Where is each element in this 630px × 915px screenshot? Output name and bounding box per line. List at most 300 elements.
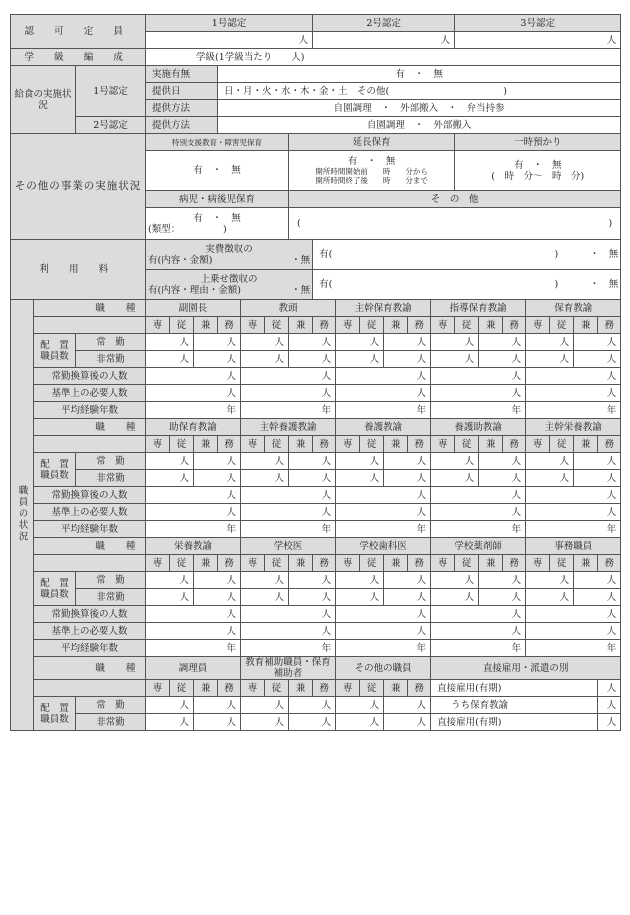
joukin-ken-value[interactable]: 人 bbox=[384, 334, 431, 351]
fees-row1-title: 実費徴収の bbox=[205, 243, 253, 255]
hijoukin-sen-value[interactable]: 人 bbox=[336, 589, 384, 606]
hitsuyo-value[interactable]: 人 bbox=[336, 385, 431, 402]
fees-row1-left bbox=[146, 240, 313, 270]
shokuin-text: 職員数 bbox=[40, 713, 69, 725]
sub-header-ju: 従 bbox=[170, 680, 194, 697]
staff-section bbox=[11, 300, 621, 731]
sub-header-mu: 務 bbox=[598, 436, 621, 453]
keiken-value[interactable]: 年 bbox=[146, 402, 241, 419]
meal-r4-value[interactable]: 自園調理 ・ 外部搬入 bbox=[218, 117, 621, 134]
hitsuyo-value[interactable]: 人 bbox=[241, 623, 336, 640]
meal-r3-value[interactable]: 自園調理 ・ 外部搬入 ・ 弁当持参 bbox=[218, 100, 621, 117]
sub-header-ju: 従 bbox=[455, 436, 479, 453]
sub-header-mu: 務 bbox=[313, 680, 336, 697]
sub-header-mu: 務 bbox=[408, 555, 431, 572]
joukin-sen-value[interactable]: 人 bbox=[146, 697, 194, 714]
hijoukin-ken-value[interactable]: 人 bbox=[479, 351, 526, 368]
keiken-value[interactable]: 年 bbox=[336, 640, 431, 657]
haichi-text: 配 置 bbox=[40, 702, 69, 714]
capacity-label: 認 可 定 員 bbox=[11, 15, 146, 49]
sub-header-mu: 務 bbox=[313, 436, 336, 453]
kansan-value[interactable]: 人 bbox=[431, 368, 526, 385]
sub-header-blank bbox=[34, 555, 146, 572]
job-title: 主幹栄養教諭 bbox=[526, 419, 621, 436]
kansan-value[interactable]: 人 bbox=[146, 606, 241, 623]
kansan-label: 常勤換算後の人数 bbox=[34, 487, 146, 504]
capacity-col1-header: 1号認定 bbox=[146, 15, 313, 32]
job-title: 学校医 bbox=[241, 538, 336, 555]
joukin-ken-value[interactable]: 人 bbox=[384, 697, 431, 714]
sub-header-mu: 務 bbox=[408, 317, 431, 334]
shokuin-text: 職員数 bbox=[40, 588, 69, 600]
fees-row2-close: ) bbox=[554, 279, 559, 290]
sub-header-ken: 兼 bbox=[384, 555, 408, 572]
hijoukin-sen-value[interactable]: 人 bbox=[146, 470, 194, 487]
capacity-col2-value[interactable]: 人 bbox=[313, 32, 455, 49]
joukin-label: 常 勤 bbox=[76, 697, 146, 714]
hijoukin-sen-value[interactable]: 人 bbox=[336, 351, 384, 368]
hitsuyo-value[interactable]: 人 bbox=[336, 504, 431, 521]
kansan-label: 常勤換算後の人数 bbox=[34, 606, 146, 623]
job-title: 養護教諭 bbox=[336, 419, 431, 436]
hijoukin-ken-value[interactable]: 人 bbox=[289, 589, 336, 606]
joukin-ken-value[interactable]: 人 bbox=[574, 334, 621, 351]
kansan-value[interactable]: 人 bbox=[431, 487, 526, 504]
job-title: 助保育教諭 bbox=[146, 419, 241, 436]
fees-label: 利 用 料 bbox=[11, 240, 146, 300]
keiken-label: 平均経験年数 bbox=[34, 402, 146, 419]
keiken-value[interactable]: 年 bbox=[431, 402, 526, 419]
haichi-label bbox=[34, 334, 76, 368]
hitsuyo-value[interactable]: 人 bbox=[241, 385, 336, 402]
joukin-ken-value[interactable]: 人 bbox=[384, 572, 431, 589]
direct-2-label: うち保育教諭 bbox=[431, 697, 598, 714]
hijoukin-sen-value[interactable]: 人 bbox=[526, 589, 574, 606]
keiken-value[interactable]: 年 bbox=[431, 640, 526, 657]
direct-1-label: 直接雇用(有期) bbox=[431, 680, 598, 697]
meal-group-1: 1号認定 bbox=[76, 66, 146, 117]
kansan-value[interactable]: 人 bbox=[241, 606, 336, 623]
sub-header-blank bbox=[34, 317, 146, 334]
hijoukin-sen-value[interactable]: 人 bbox=[431, 470, 479, 487]
kansan-value[interactable]: 人 bbox=[431, 606, 526, 623]
fees-row1-close: ) bbox=[554, 249, 559, 260]
staff-label bbox=[11, 300, 34, 731]
keiken-value[interactable]: 年 bbox=[241, 402, 336, 419]
hitsuyo-label: 基準上の必要人数 bbox=[34, 504, 146, 521]
sub-header-sen: 専 bbox=[526, 436, 550, 453]
hitsuyo-value[interactable]: 人 bbox=[431, 504, 526, 521]
sub-header-blank bbox=[34, 436, 146, 453]
other-h1: 特別支援教育・障害児保育 bbox=[146, 134, 289, 151]
sub-header-ju: 従 bbox=[360, 317, 384, 334]
sub-header-ju: 従 bbox=[360, 680, 384, 697]
joukin-ken-value[interactable]: 人 bbox=[479, 453, 526, 470]
joukin-sen-value[interactable]: 人 bbox=[431, 334, 479, 351]
sub-header-ju: 従 bbox=[265, 436, 289, 453]
job-title: その他の職員 bbox=[336, 657, 431, 680]
kansan-value[interactable]: 人 bbox=[336, 368, 431, 385]
hijoukin-ken-value[interactable]: 人 bbox=[479, 470, 526, 487]
fees-row1-sub: 有(内容・金額) bbox=[148, 254, 213, 266]
job-label: 職 種 bbox=[34, 657, 146, 680]
kansan-value[interactable]: 人 bbox=[336, 487, 431, 504]
hitsuyo-value[interactable]: 人 bbox=[241, 504, 336, 521]
sub-header-ju: 従 bbox=[265, 680, 289, 697]
staffing-form bbox=[10, 14, 620, 731]
fees-row1-none: ・無 bbox=[291, 254, 311, 266]
other-h5: そ の 他 bbox=[289, 191, 621, 208]
meal-r4-label: 提供方法 bbox=[146, 117, 218, 134]
haichi-label bbox=[34, 697, 76, 731]
other-v5[interactable] bbox=[289, 208, 621, 240]
hijoukin-sen-value[interactable]: 人 bbox=[241, 589, 289, 606]
job-title: 教頭 bbox=[241, 300, 336, 317]
fees-row2-open: 有( bbox=[319, 279, 333, 290]
fees-row2-none: ・無 bbox=[291, 284, 311, 296]
haichi-label bbox=[34, 572, 76, 606]
keiken-value[interactable]: 年 bbox=[241, 640, 336, 657]
sub-header-sen: 専 bbox=[146, 436, 170, 453]
fees-row2-sub: 有(内容・理由・金額) bbox=[148, 284, 241, 296]
other-v5-close: ) bbox=[608, 218, 613, 229]
joukin-ken-value[interactable]: 人 bbox=[194, 453, 241, 470]
sub-header-mu: 務 bbox=[218, 436, 241, 453]
fees-row2-title: 上乗せ徴収の bbox=[200, 273, 258, 285]
kansan-value[interactable]: 人 bbox=[146, 487, 241, 504]
joukin-sen-value[interactable]: 人 bbox=[336, 572, 384, 589]
haichi-text: 配 置 bbox=[40, 339, 69, 351]
hijoukin-sen-value[interactable]: 人 bbox=[431, 589, 479, 606]
hijoukin-ken-value[interactable]: 人 bbox=[479, 589, 526, 606]
direct-1-value[interactable]: 人 bbox=[598, 680, 621, 697]
keiken-value[interactable]: 年 bbox=[336, 521, 431, 538]
direct-title: 直接雇用・派遣の別 bbox=[431, 657, 621, 680]
hijoukin-sen-value[interactable]: 人 bbox=[241, 470, 289, 487]
hijoukin-ken-value[interactable]: 人 bbox=[194, 470, 241, 487]
shokuin-text: 職員数 bbox=[40, 469, 69, 481]
meal-r2-value[interactable]: 日・月・火・水・木・金・土 その他( ) bbox=[218, 83, 621, 100]
sub-header-ken: 兼 bbox=[384, 317, 408, 334]
joukin-ken-value[interactable]: 人 bbox=[289, 453, 336, 470]
job-title: 事務職員 bbox=[526, 538, 621, 555]
joukin-sen-value[interactable]: 人 bbox=[431, 572, 479, 589]
kansan-value[interactable]: 人 bbox=[146, 368, 241, 385]
job-title: 主幹保育教諭 bbox=[336, 300, 431, 317]
kansan-value[interactable]: 人 bbox=[526, 368, 621, 385]
class-value[interactable]: 学級(1学級当たり 人) bbox=[146, 49, 621, 66]
hitsuyo-value[interactable]: 人 bbox=[526, 623, 621, 640]
joukin-label: 常 勤 bbox=[76, 334, 146, 351]
fees-row2-right[interactable] bbox=[313, 270, 621, 300]
sub-header-mu: 務 bbox=[598, 317, 621, 334]
job-label: 職 種 bbox=[34, 300, 146, 317]
kansan-value[interactable]: 人 bbox=[336, 606, 431, 623]
sub-header-ju: 従 bbox=[360, 436, 384, 453]
shokuin-text: 職員数 bbox=[40, 350, 69, 362]
hijoukin-sen-value[interactable]: 人 bbox=[336, 470, 384, 487]
joukin-sen-value[interactable]: 人 bbox=[146, 453, 194, 470]
other-v1[interactable]: 有 ・ 無 bbox=[146, 151, 289, 191]
job-title: 保育教諭 bbox=[526, 300, 621, 317]
other-v4[interactable] bbox=[146, 208, 289, 240]
sub-header-ken: 兼 bbox=[289, 555, 313, 572]
sub-header-ju: 従 bbox=[265, 317, 289, 334]
hitsuyo-value[interactable]: 人 bbox=[336, 623, 431, 640]
joukin-ken-value[interactable]: 人 bbox=[194, 572, 241, 589]
sub-header-mu: 務 bbox=[598, 555, 621, 572]
fees-row1-open: 有( bbox=[319, 249, 333, 260]
job-title: 学校歯科医 bbox=[336, 538, 431, 555]
job-title: 副園長 bbox=[146, 300, 241, 317]
capacity-col1-value[interactable]: 人 bbox=[146, 32, 313, 49]
sub-header-sen: 専 bbox=[336, 555, 360, 572]
sub-header-mu: 務 bbox=[503, 436, 526, 453]
direct-3-label: 直接雇用(有期) bbox=[431, 714, 598, 731]
hijoukin-ken-value[interactable]: 人 bbox=[194, 351, 241, 368]
joukin-sen-value[interactable]: 人 bbox=[431, 453, 479, 470]
hijoukin-sen-value[interactable]: 人 bbox=[146, 714, 194, 731]
sub-header-ken: 兼 bbox=[384, 436, 408, 453]
hijoukin-ken-value[interactable]: 人 bbox=[384, 470, 431, 487]
sub-header-mu: 務 bbox=[218, 317, 241, 334]
keiken-value[interactable]: 年 bbox=[336, 402, 431, 419]
keiken-value[interactable]: 年 bbox=[241, 521, 336, 538]
hijoukin-sen-value[interactable]: 人 bbox=[431, 351, 479, 368]
joukin-sen-value[interactable]: 人 bbox=[526, 334, 574, 351]
other-v2-line2: 開所時間終了後 時 分まで bbox=[315, 176, 428, 185]
sub-header-mu: 務 bbox=[218, 555, 241, 572]
sub-header-ken: 兼 bbox=[194, 436, 218, 453]
job-title: 養護助教諭 bbox=[431, 419, 526, 436]
sub-header-sen: 専 bbox=[146, 317, 170, 334]
hitsuyo-value[interactable]: 人 bbox=[146, 385, 241, 402]
sub-header-mu: 務 bbox=[503, 317, 526, 334]
hitsuyo-label: 基準上の必要人数 bbox=[34, 623, 146, 640]
sub-header-sen: 専 bbox=[336, 680, 360, 697]
kansan-value[interactable]: 人 bbox=[241, 487, 336, 504]
hijoukin-ken-value[interactable]: 人 bbox=[289, 351, 336, 368]
keiken-value[interactable]: 年 bbox=[526, 640, 621, 657]
fees-row1-right[interactable] bbox=[313, 240, 621, 270]
hijoukin-ken-value[interactable]: 人 bbox=[384, 714, 431, 731]
direct-2-value[interactable]: 人 bbox=[598, 697, 621, 714]
joukin-ken-value[interactable]: 人 bbox=[194, 697, 241, 714]
joukin-sen-value[interactable]: 人 bbox=[336, 334, 384, 351]
sub-header-sen: 専 bbox=[336, 317, 360, 334]
keiken-value[interactable]: 年 bbox=[431, 521, 526, 538]
other-h2: 延長保育 bbox=[289, 134, 455, 151]
fees-row2-right-none: ・ 無 bbox=[589, 279, 619, 290]
joukin-sen-value[interactable]: 人 bbox=[241, 572, 289, 589]
sub-header-mu: 務 bbox=[503, 555, 526, 572]
sub-header-mu: 務 bbox=[218, 680, 241, 697]
job-title: 調理員 bbox=[146, 657, 241, 680]
other-v4-top: 有 ・ 無 bbox=[193, 212, 241, 224]
sub-header-ken: 兼 bbox=[479, 555, 503, 572]
sub-header-blank bbox=[34, 680, 146, 697]
job-label: 職 種 bbox=[34, 538, 146, 555]
sub-header-mu: 務 bbox=[408, 680, 431, 697]
sub-header-sen: 専 bbox=[431, 317, 455, 334]
joukin-sen-value[interactable]: 人 bbox=[241, 697, 289, 714]
sub-header-sen: 専 bbox=[241, 680, 265, 697]
haichi-label bbox=[34, 453, 76, 487]
keiken-value[interactable]: 年 bbox=[526, 402, 621, 419]
capacity-col2-header: 2号認定 bbox=[313, 15, 455, 32]
sub-header-ken: 兼 bbox=[479, 317, 503, 334]
sub-header-ken: 兼 bbox=[574, 317, 598, 334]
keiken-value[interactable]: 年 bbox=[526, 521, 621, 538]
joukin-sen-value[interactable]: 人 bbox=[241, 453, 289, 470]
sub-header-ju: 従 bbox=[265, 555, 289, 572]
hijoukin-ken-value[interactable]: 人 bbox=[574, 589, 621, 606]
job-title: 教育補助職員・保育補助者 bbox=[241, 657, 336, 680]
sub-header-sen: 専 bbox=[431, 555, 455, 572]
joukin-label: 常 勤 bbox=[76, 453, 146, 470]
hitsuyo-value[interactable]: 人 bbox=[146, 623, 241, 640]
hijoukin-sen-value[interactable]: 人 bbox=[526, 470, 574, 487]
haichi-text: 配 置 bbox=[40, 458, 69, 470]
job-label: 職 種 bbox=[34, 419, 146, 436]
hijoukin-ken-value[interactable]: 人 bbox=[384, 589, 431, 606]
kansan-value[interactable]: 人 bbox=[241, 368, 336, 385]
sub-header-ju: 従 bbox=[550, 436, 574, 453]
joukin-sen-value[interactable]: 人 bbox=[526, 453, 574, 470]
hijoukin-label: 非常勤 bbox=[76, 470, 146, 487]
meal-r3-label: 提供方法 bbox=[146, 100, 218, 117]
hijoukin-sen-value[interactable]: 人 bbox=[336, 714, 384, 731]
joukin-ken-value[interactable]: 人 bbox=[479, 334, 526, 351]
capacity-col3-value[interactable]: 人 bbox=[455, 32, 621, 49]
capacity-col3-header: 3号認定 bbox=[455, 15, 621, 32]
class-label: 学 級 編 成 bbox=[11, 49, 146, 66]
joukin-ken-value[interactable]: 人 bbox=[574, 572, 621, 589]
joukin-ken-value[interactable]: 人 bbox=[289, 572, 336, 589]
sub-header-sen: 専 bbox=[526, 555, 550, 572]
sub-header-sen: 専 bbox=[146, 555, 170, 572]
hijoukin-sen-value[interactable]: 人 bbox=[146, 351, 194, 368]
other-v4-bottom: (類型： ) bbox=[148, 223, 227, 235]
hijoukin-sen-value[interactable]: 人 bbox=[146, 589, 194, 606]
keiken-value[interactable]: 年 bbox=[146, 640, 241, 657]
form-table bbox=[10, 14, 621, 731]
hitsuyo-label: 基準上の必要人数 bbox=[34, 385, 146, 402]
joukin-ken-value[interactable]: 人 bbox=[384, 453, 431, 470]
keiken-value[interactable]: 年 bbox=[146, 521, 241, 538]
joukin-ken-value[interactable]: 人 bbox=[479, 572, 526, 589]
sub-header-ken: 兼 bbox=[574, 436, 598, 453]
other-v5-open: ( bbox=[297, 218, 301, 229]
sub-header-ken: 兼 bbox=[479, 436, 503, 453]
other-v3-top: 有 ・ 無 bbox=[513, 159, 562, 171]
meal-group-2: 2号認定 bbox=[76, 117, 146, 134]
kansan-value[interactable]: 人 bbox=[526, 606, 621, 623]
other-v3[interactable] bbox=[455, 151, 621, 191]
hitsuyo-value[interactable]: 人 bbox=[526, 385, 621, 402]
joukin-ken-value[interactable]: 人 bbox=[194, 334, 241, 351]
other-v2[interactable] bbox=[289, 151, 455, 191]
sub-header-sen: 専 bbox=[241, 555, 265, 572]
sub-header-ju: 従 bbox=[455, 317, 479, 334]
keiken-label: 平均経験年数 bbox=[34, 521, 146, 538]
sub-header-mu: 務 bbox=[313, 555, 336, 572]
sub-header-sen: 専 bbox=[241, 436, 265, 453]
hijoukin-ken-value[interactable]: 人 bbox=[289, 470, 336, 487]
direct-3-value[interactable]: 人 bbox=[598, 714, 621, 731]
joukin-sen-value[interactable]: 人 bbox=[146, 334, 194, 351]
sub-header-ju: 従 bbox=[170, 317, 194, 334]
meal-r1-value[interactable]: 有 ・ 無 bbox=[218, 66, 621, 83]
sub-header-ju: 従 bbox=[550, 555, 574, 572]
hijoukin-label: 非常勤 bbox=[76, 589, 146, 606]
joukin-ken-value[interactable]: 人 bbox=[289, 697, 336, 714]
sub-header-ken: 兼 bbox=[194, 680, 218, 697]
joukin-label: 常 勤 bbox=[76, 572, 146, 589]
sub-header-ju: 従 bbox=[550, 317, 574, 334]
hijoukin-ken-value[interactable]: 人 bbox=[384, 351, 431, 368]
other-v2-line1: 開所時間開始前 時 分から bbox=[315, 167, 428, 176]
hijoukin-sen-value[interactable]: 人 bbox=[526, 351, 574, 368]
other-v3-bottom: ( 時 分～ 時 分) bbox=[491, 170, 585, 182]
joukin-ken-value[interactable]: 人 bbox=[289, 334, 336, 351]
sub-header-mu: 務 bbox=[313, 317, 336, 334]
fees-row1-right-none: ・ 無 bbox=[589, 249, 619, 260]
job-title: 指導保育教諭 bbox=[431, 300, 526, 317]
job-title: 栄養教諭 bbox=[146, 538, 241, 555]
sub-header-sen: 専 bbox=[336, 436, 360, 453]
hijoukin-ken-value[interactable]: 人 bbox=[574, 470, 621, 487]
joukin-sen-value[interactable]: 人 bbox=[336, 453, 384, 470]
hijoukin-ken-value[interactable]: 人 bbox=[574, 351, 621, 368]
other-label: その他の事業の実施状況 bbox=[11, 134, 146, 240]
hijoukin-ken-value[interactable]: 人 bbox=[289, 714, 336, 731]
hijoukin-ken-value[interactable]: 人 bbox=[194, 589, 241, 606]
joukin-sen-value[interactable]: 人 bbox=[241, 334, 289, 351]
keiken-label: 平均経験年数 bbox=[34, 640, 146, 657]
kansan-value[interactable]: 人 bbox=[526, 487, 621, 504]
hijoukin-label: 非常勤 bbox=[76, 351, 146, 368]
sub-header-ken: 兼 bbox=[289, 436, 313, 453]
joukin-ken-value[interactable]: 人 bbox=[574, 453, 621, 470]
haichi-text: 配 置 bbox=[40, 577, 69, 589]
hitsuyo-value[interactable]: 人 bbox=[146, 504, 241, 521]
joukin-sen-value[interactable]: 人 bbox=[146, 572, 194, 589]
hijoukin-sen-value[interactable]: 人 bbox=[241, 714, 289, 731]
hijoukin-ken-value[interactable]: 人 bbox=[194, 714, 241, 731]
other-h3: 一時預かり bbox=[455, 134, 621, 151]
sub-header-ken: 兼 bbox=[194, 317, 218, 334]
sub-header-ken: 兼 bbox=[384, 680, 408, 697]
staff-label-text: 職員の状況 bbox=[16, 484, 28, 543]
sub-header-ju: 従 bbox=[360, 555, 384, 572]
meal-r2-label: 提供日 bbox=[146, 83, 218, 100]
hitsuyo-value[interactable]: 人 bbox=[431, 623, 526, 640]
sub-header-ju: 従 bbox=[170, 436, 194, 453]
joukin-sen-value[interactable]: 人 bbox=[336, 697, 384, 714]
fees-row2-left bbox=[146, 270, 313, 300]
joukin-sen-value[interactable]: 人 bbox=[526, 572, 574, 589]
hitsuyo-value[interactable]: 人 bbox=[431, 385, 526, 402]
meal-r1-label: 実施有無 bbox=[146, 66, 218, 83]
other-v2-top: 有 ・ 無 bbox=[347, 156, 396, 167]
sub-header-ken: 兼 bbox=[194, 555, 218, 572]
other-h4: 病児・病後児保育 bbox=[146, 191, 289, 208]
hitsuyo-value[interactable]: 人 bbox=[526, 504, 621, 521]
hijoukin-label: 非常勤 bbox=[76, 714, 146, 731]
hijoukin-sen-value[interactable]: 人 bbox=[241, 351, 289, 368]
sub-header-sen: 専 bbox=[146, 680, 170, 697]
